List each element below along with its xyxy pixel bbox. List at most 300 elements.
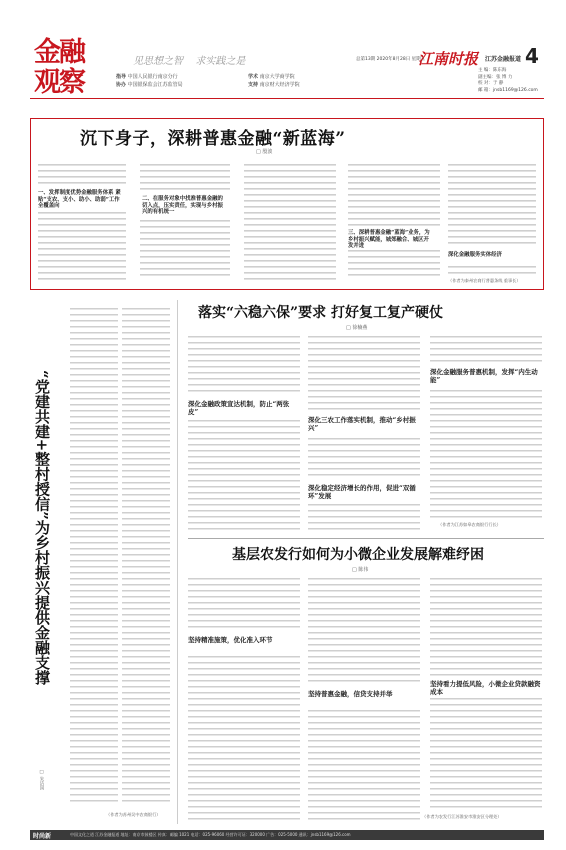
- guide-block: [116, 73, 183, 89]
- text-line: [430, 698, 542, 700]
- text-line: [308, 390, 420, 392]
- text-line: [188, 342, 300, 344]
- text-line: [122, 620, 170, 622]
- text-line: [308, 764, 420, 766]
- text-line: [308, 644, 420, 646]
- text-line: [308, 806, 420, 808]
- text-line: [188, 378, 300, 380]
- text-line: [308, 632, 420, 634]
- text-line: [430, 770, 542, 772]
- text-line: [70, 410, 118, 412]
- text-line: [430, 662, 542, 664]
- text-line: [188, 722, 300, 724]
- text-line: [430, 752, 542, 754]
- text-line: [430, 492, 542, 494]
- text-line: [430, 758, 542, 760]
- text-line: [188, 516, 300, 518]
- text-line: [308, 450, 420, 452]
- text-line: [308, 746, 420, 748]
- text-line: [188, 348, 300, 350]
- text-line: [430, 794, 542, 796]
- text-line: [122, 680, 170, 682]
- text-line: [308, 800, 420, 802]
- text-line: [430, 806, 542, 808]
- guide-label-2: 协办: [116, 82, 127, 88]
- text-line: [70, 686, 118, 688]
- text-line: [430, 468, 542, 470]
- support-label: 支持: [248, 82, 259, 88]
- text-line: [188, 656, 300, 658]
- text-line: [430, 596, 542, 598]
- text-line: [70, 314, 118, 316]
- text-line: [122, 338, 170, 340]
- text-line: [70, 608, 118, 610]
- text-line: [430, 516, 542, 518]
- academic-org: 南京大学商学院: [259, 74, 295, 80]
- text-line: [188, 692, 300, 694]
- text-line: [70, 404, 118, 406]
- text-line: [122, 410, 170, 412]
- text-line: [122, 692, 170, 694]
- text-line: [122, 518, 170, 520]
- text-line: [308, 510, 420, 512]
- bottom-article-title: 基层农发行如何为小微企业发展解难纾困: [232, 547, 484, 563]
- text-line: [188, 728, 300, 730]
- text-line: [188, 662, 300, 664]
- text-line: [70, 572, 118, 574]
- text-line: [188, 456, 300, 458]
- text-line: [188, 390, 300, 392]
- middle-subhead-4: 深化金融服务普惠机制，发挥“内生动能”: [430, 368, 538, 384]
- text-line: [188, 602, 300, 604]
- text-line: [122, 596, 170, 598]
- editor-line: 校 对：于 静: [478, 81, 504, 86]
- text-line: [308, 590, 420, 592]
- text-line: [70, 308, 118, 310]
- text-line: [122, 458, 170, 460]
- text-line: [188, 770, 300, 772]
- bottom-subhead-3: 坚持看力提低风险，小微企业贷款融资成本: [430, 680, 541, 696]
- text-line: [70, 692, 118, 694]
- text-line: [122, 638, 170, 640]
- text-line: [308, 378, 420, 380]
- text-line: [430, 668, 542, 670]
- text-line: [70, 638, 118, 640]
- text-line: [308, 674, 420, 676]
- middle-source-note: （作者为江苏如皋农商银行行长）: [438, 522, 501, 527]
- text-line: [70, 590, 118, 592]
- text-line: [430, 396, 542, 398]
- text-line: [308, 578, 420, 580]
- text-line: [122, 602, 170, 604]
- bottom-article-byline: □ 陈伟: [352, 567, 369, 573]
- text-line: [122, 494, 170, 496]
- text-line: [308, 602, 420, 604]
- text-line: [70, 476, 118, 478]
- text-line: [188, 794, 300, 796]
- text-line: [188, 510, 300, 512]
- text-line: [430, 462, 542, 464]
- text-line: [70, 614, 118, 616]
- text-line: [188, 704, 300, 706]
- text-line: [70, 668, 118, 670]
- text-line: [308, 782, 420, 784]
- text-line: [122, 374, 170, 376]
- text-line: [122, 626, 170, 628]
- text-line: [430, 632, 542, 634]
- text-line: [188, 818, 300, 820]
- text-line: [188, 800, 300, 802]
- text-line: [122, 548, 170, 550]
- text-line: [188, 504, 300, 506]
- middle-bottom-divider: [188, 538, 544, 539]
- text-line: [122, 440, 170, 442]
- text-line: [430, 746, 542, 748]
- text-line: [122, 734, 170, 736]
- text-line: [308, 638, 420, 640]
- text-line: [122, 386, 170, 388]
- text-line: [308, 522, 420, 524]
- text-line: [70, 368, 118, 370]
- lead-article-byline: □ 殷波: [256, 149, 273, 155]
- text-line: [308, 504, 420, 506]
- text-line: [122, 398, 170, 400]
- text-line: [70, 674, 118, 676]
- text-line: [188, 752, 300, 754]
- text-line: [308, 626, 420, 628]
- text-line: [308, 650, 420, 652]
- editor-line: 主 编：陈东海: [478, 68, 507, 73]
- text-line: [430, 348, 542, 350]
- text-line: [188, 498, 300, 500]
- text-line: [70, 530, 118, 532]
- text-line: [122, 500, 170, 502]
- text-line: [70, 758, 118, 760]
- text-line: [430, 620, 542, 622]
- text-line: [70, 764, 118, 766]
- text-line: [308, 528, 420, 530]
- text-line: [188, 782, 300, 784]
- text-line: [430, 420, 542, 422]
- text-line: [70, 620, 118, 622]
- issue-line: 总第13期 2020年8月28日 星期五: [356, 57, 426, 62]
- bottom-article-body: [188, 576, 544, 822]
- text-line: [308, 716, 420, 718]
- text-line: [188, 336, 300, 338]
- text-line: [430, 354, 542, 356]
- text-line: [308, 752, 420, 754]
- text-line: [122, 512, 170, 514]
- section-logo-bottom: 观察: [34, 67, 84, 98]
- text-line: [122, 674, 170, 676]
- text-line: [308, 584, 420, 586]
- text-line: [122, 542, 170, 544]
- text-line: [430, 444, 542, 446]
- text-line: [70, 506, 118, 508]
- text-line: [308, 662, 420, 664]
- text-line: [430, 498, 542, 500]
- text-line: [122, 566, 170, 568]
- side-article-text-lines: [70, 306, 174, 806]
- text-line: [308, 596, 420, 598]
- text-line: [70, 752, 118, 754]
- text-line: [70, 464, 118, 466]
- text-line: [188, 474, 300, 476]
- text-line: [122, 710, 170, 712]
- text-line: [430, 408, 542, 410]
- text-line: [70, 422, 118, 424]
- bottom-source-note: （作者为农发行江苏淮安市淮安区分理处）: [422, 814, 502, 819]
- text-line: [308, 396, 420, 398]
- text-line: [122, 356, 170, 358]
- text-line: [188, 444, 300, 446]
- text-line: [430, 480, 542, 482]
- text-line: [188, 354, 300, 356]
- text-line: [70, 452, 118, 454]
- text-line: [122, 326, 170, 328]
- lead-article-title: 沉下身子，深耕普惠金融“新蓝海”: [80, 129, 346, 149]
- text-line: [122, 608, 170, 610]
- text-line: [430, 728, 542, 730]
- text-line: [122, 452, 170, 454]
- text-line: [188, 486, 300, 488]
- text-line: [188, 608, 300, 610]
- text-line: [122, 320, 170, 322]
- text-line: [122, 578, 170, 580]
- text-line: [70, 584, 118, 586]
- text-line: [122, 344, 170, 346]
- text-line: [430, 510, 542, 512]
- text-line: [70, 542, 118, 544]
- text-line: [70, 800, 118, 802]
- text-line: [308, 812, 420, 814]
- text-line: [188, 596, 300, 598]
- page-number: 4: [525, 44, 539, 68]
- text-line: [188, 450, 300, 452]
- text-line: [70, 578, 118, 580]
- text-line: [430, 644, 542, 646]
- text-line: [308, 608, 420, 610]
- text-line: [70, 470, 118, 472]
- text-line: [122, 332, 170, 334]
- text-line: [122, 776, 170, 778]
- masthead-divider: [30, 98, 544, 99]
- guide-org-1: 中国人民银行南京分行: [127, 74, 178, 80]
- text-line: [188, 462, 300, 464]
- footer-bar: [30, 830, 544, 840]
- text-line: [308, 516, 420, 518]
- text-line: [188, 680, 300, 682]
- text-line: [70, 392, 118, 394]
- text-line: [308, 758, 420, 760]
- text-line: [308, 438, 420, 440]
- text-line: [308, 444, 420, 446]
- text-line: [188, 584, 300, 586]
- text-line: [70, 374, 118, 376]
- lead-source-note: （作者为泰州农商行普惠条线 重事长）: [448, 278, 521, 283]
- text-line: [122, 530, 170, 532]
- middle-article-title: 落实“六稳六保”要求 打好复工复产硬仗: [198, 305, 443, 321]
- text-line: [308, 456, 420, 458]
- text-line: [308, 614, 420, 616]
- text-line: [122, 368, 170, 370]
- text-line: [430, 788, 542, 790]
- text-line: [122, 770, 170, 772]
- text-line: [122, 764, 170, 766]
- text-line: [308, 342, 420, 344]
- text-line: [122, 362, 170, 364]
- text-line: [122, 524, 170, 526]
- text-line: [188, 492, 300, 494]
- text-line: [188, 590, 300, 592]
- text-line: [430, 704, 542, 706]
- text-line: [122, 704, 170, 706]
- text-line: [430, 402, 542, 404]
- text-line: [430, 674, 542, 676]
- text-line: [308, 366, 420, 368]
- text-line: [70, 362, 118, 364]
- slogan-1: 见思想之智: [133, 56, 183, 67]
- text-line: [122, 758, 170, 760]
- text-line: [70, 458, 118, 460]
- text-line: [122, 752, 170, 754]
- text-line: [430, 638, 542, 640]
- text-line: [70, 332, 118, 334]
- text-line: [188, 668, 300, 670]
- text-line: [70, 788, 118, 790]
- text-line: [122, 554, 170, 556]
- slogan-2: 求实践之是: [195, 56, 246, 67]
- text-line: [430, 734, 542, 736]
- text-line: [122, 308, 170, 310]
- text-line: [70, 566, 118, 568]
- text-line: [70, 320, 118, 322]
- text-line: [70, 326, 118, 328]
- text-line: [188, 626, 300, 628]
- text-line: [70, 416, 118, 418]
- text-line: [70, 722, 118, 724]
- text-line: [122, 434, 170, 436]
- text-line: [70, 512, 118, 514]
- text-line: [122, 782, 170, 784]
- text-line: [122, 506, 170, 508]
- text-line: [122, 470, 170, 472]
- text-line: [188, 528, 300, 530]
- text-line: [122, 632, 170, 634]
- text-line: [70, 440, 118, 442]
- text-line: [122, 416, 170, 418]
- text-line: [122, 698, 170, 700]
- text-line: [188, 686, 300, 688]
- text-line: [188, 384, 300, 386]
- text-line: [122, 536, 170, 538]
- text-line: [308, 728, 420, 730]
- text-line: [430, 450, 542, 452]
- text-line: [70, 536, 118, 538]
- text-line: [188, 698, 300, 700]
- text-line: [430, 504, 542, 506]
- text-line: [188, 806, 300, 808]
- text-line: [122, 728, 170, 730]
- text-line: [430, 584, 542, 586]
- text-line: [430, 800, 542, 802]
- text-line: [308, 734, 420, 736]
- text-line: [122, 716, 170, 718]
- text-line: [70, 710, 118, 712]
- text-line: [70, 770, 118, 772]
- text-line: [188, 740, 300, 742]
- bottom-subhead-1: 坚持精准施策，优化准入环节: [188, 636, 273, 644]
- text-line: [70, 500, 118, 502]
- text-line: [308, 468, 420, 470]
- footer-label: 时尚新: [33, 833, 52, 840]
- text-line: [308, 788, 420, 790]
- lead-subhead-3: 三、深耕普惠金融“蓝海”业务，为乡村振兴赋能，城郊融合、城区开发并进: [348, 230, 430, 250]
- text-line: [70, 680, 118, 682]
- text-line: [70, 350, 118, 352]
- text-line: [70, 446, 118, 448]
- middle-subhead-1: 深化金融政策宣达机制，防止“两张皮”: [188, 400, 290, 416]
- text-line: [188, 366, 300, 368]
- lead-subhead-1: 一、发挥制度优势金融服务体系 紧贴“支农、支小、助小、助弱”工作全覆盖向: [38, 190, 121, 210]
- text-line: [122, 560, 170, 562]
- text-line: [122, 650, 170, 652]
- text-line: [430, 722, 542, 724]
- support-org: 南京财大经济学院: [259, 82, 300, 88]
- text-line: [308, 620, 420, 622]
- middle-subhead-2: 深化三农工作落实机制，推动“乡村振兴”: [308, 416, 416, 432]
- text-line: [70, 740, 118, 742]
- text-line: [188, 716, 300, 718]
- text-line: [308, 680, 420, 682]
- text-line: [308, 794, 420, 796]
- text-line: [188, 468, 300, 470]
- text-line: [308, 722, 420, 724]
- lead-subhead-2: 二、在服务对象中找准普惠金融的切入点，压实责任，实现与乡村振兴的有机统一: [142, 196, 223, 216]
- middle-article-body: [188, 334, 544, 532]
- text-line: [70, 632, 118, 634]
- text-line: [122, 392, 170, 394]
- text-line: [122, 446, 170, 448]
- text-line: [188, 432, 300, 434]
- text-line: [308, 668, 420, 670]
- text-line: [188, 614, 300, 616]
- text-line: [70, 698, 118, 700]
- text-line: [430, 626, 542, 628]
- text-line: [70, 704, 118, 706]
- text-line: [430, 590, 542, 592]
- text-line: [122, 686, 170, 688]
- side-article-source: （作者为苏州吴中农商银行）: [106, 812, 161, 817]
- text-line: [122, 464, 170, 466]
- text-line: [188, 776, 300, 778]
- paper-name: 江南时报: [418, 50, 479, 68]
- text-line: [122, 572, 170, 574]
- text-line: [188, 746, 300, 748]
- text-line: [122, 476, 170, 478]
- text-line: [122, 590, 170, 592]
- text-line: [122, 482, 170, 484]
- text-line: [430, 650, 542, 652]
- text-line: [122, 746, 170, 748]
- text-line: [70, 728, 118, 730]
- footer-text: 中国文化之道 江苏金融报道 地址：南京市鼓楼区 传真：邮编 1021 电话：025-96060 经营许可证：320000 广告：025-5000 通讯：jnsb1169@126.com: [70, 832, 351, 837]
- text-line: [70, 524, 118, 526]
- text-line: [70, 626, 118, 628]
- text-line: [122, 722, 170, 724]
- text-line: [70, 656, 118, 658]
- text-line: [188, 578, 300, 580]
